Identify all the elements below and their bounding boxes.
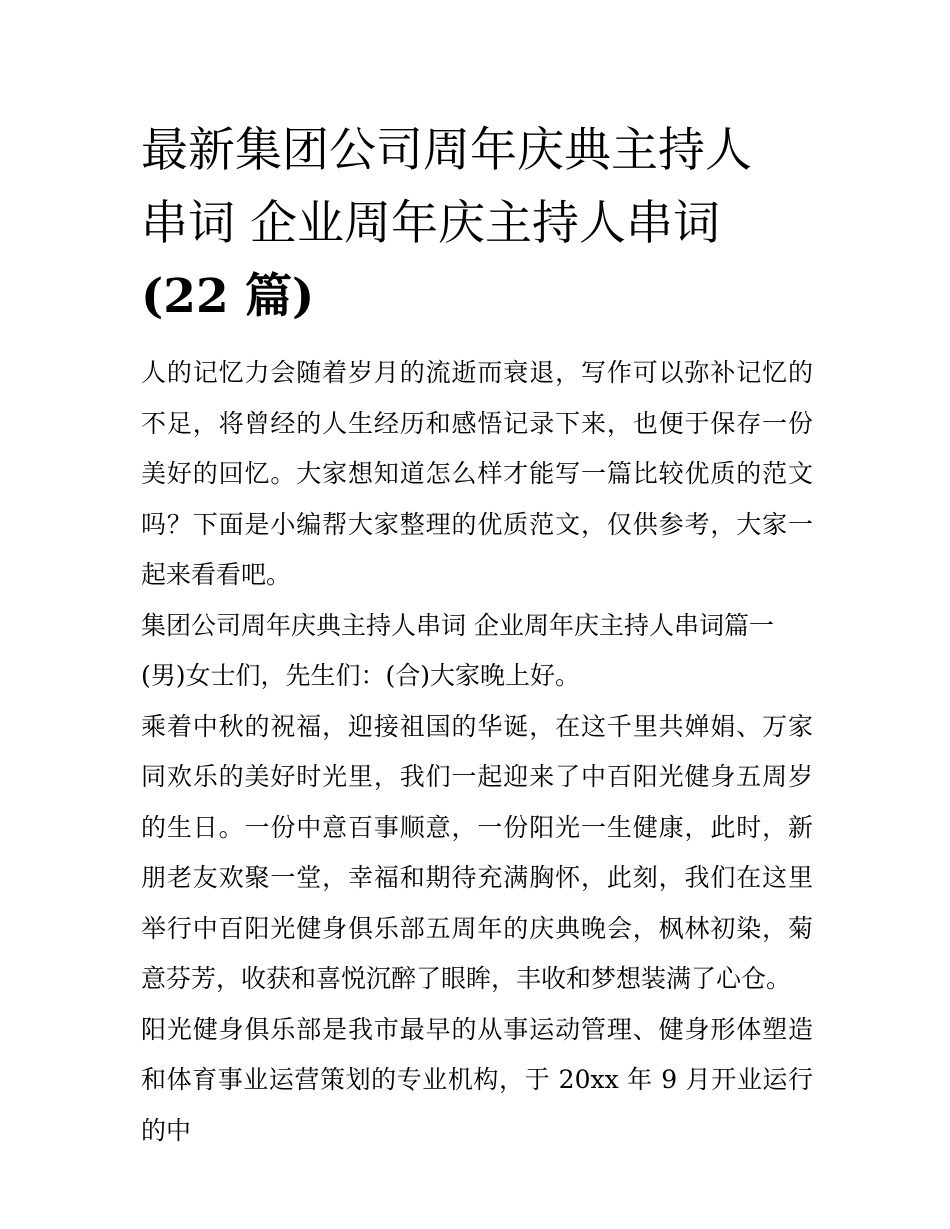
body-paragraph: 阳光健身俱乐部是我市最早的从事运动管理、健身形体塑造和体育事业运营策划的专业机构，于 20xx 年 9 月开业运行的中 (141, 1014, 813, 1145)
title-line-3: (22 篇) (141, 269, 315, 324)
title-line-1: 最新集团公司周年庆典主持人 (141, 123, 752, 178)
document-body (141, 114, 813, 1156)
greeting-paragraph: (男)女士们，先生们：(合)大家晚上好。 (141, 661, 581, 690)
section-heading: 集团公司周年庆典主持人串词 企业周年庆主持人串词篇一 (141, 610, 774, 640)
intro-paragraph: 人的记忆力会随着岁月的流逝而衰退，写作可以弥补记忆的不足，将曾经的人生经历和感悟记录下来，也便于保存一份美好的回忆。大家想知道怎么样才能写一篇比较优质的范文吗？下面是小编帮大家整理的优质范文，仅供参考，大家一起来看看吧。 (141, 358, 813, 589)
title-line-2: 串词 企业周年庆主持人串词 (141, 196, 720, 251)
body-paragraph: 乘着中秋的祝福，迎接祖国的华诞，在这千里共婵娟、万家同欢乐的美好时光里，我们一起迎来了中百阳光健身五周岁的生日。一份中意百事顺意，一份阳光一生健康，此时，新朋老友欢聚一堂，幸福和期待充满胸怀，此刻，我们在这里举行中百阳光健身俱乐部五周年的庆典晚会，枫林初染，菊意芬芳，收获和喜悦沉醉了眼眸，丰收和梦想装满了心仓。 (141, 711, 813, 993)
document-title (141, 114, 813, 333)
